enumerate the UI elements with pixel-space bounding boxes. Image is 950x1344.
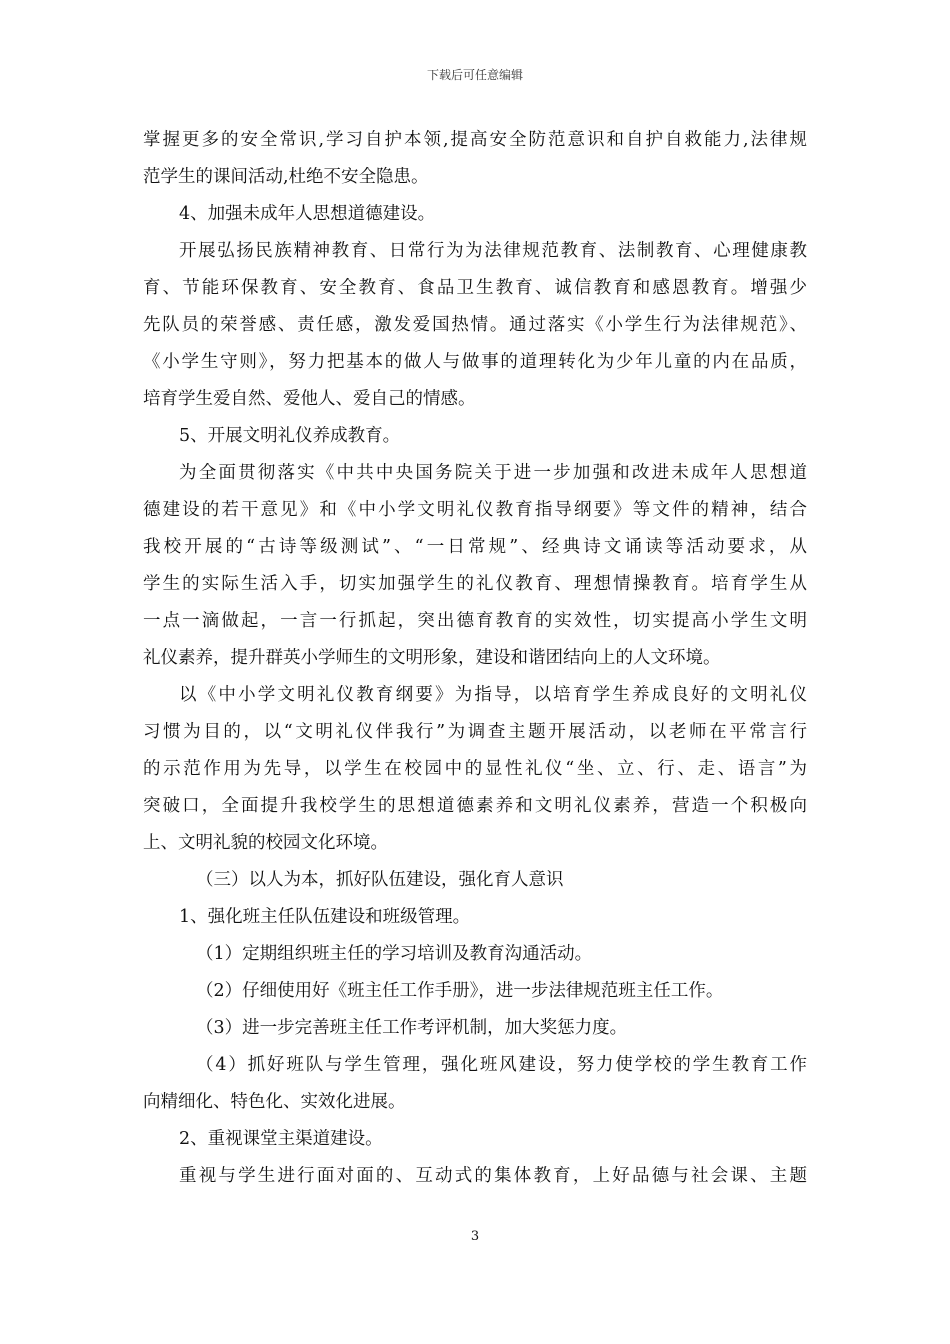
paragraph-line: 先队员的荣誉感、责任感，激发爱国热情。通过落实《小学生行为法律规范》、 [143,315,807,335]
section-heading: 2、重视课堂主渠道建设。 [179,1129,383,1149]
paragraph-line: 范学生的课间活动,杜绝不安全隐患。 [143,167,429,187]
paragraph-line: 一点一滴做起，一言一行抓起，突出德育教育的实效性，切实提高小学生文明 [143,611,807,631]
paragraph-line: 德建设的若干意见》和《中小学文明礼仪教育指导纲要》等文件的精神，结合 [143,500,807,520]
paragraph-line: 为全面贯彻落实《中共中央国务院关于进一步加强和改进未成年人思想道 [179,463,807,483]
paragraph-line: 掌握更多的安全常识,学习自护本领,提高安全防范意识和自护自救能力,法律规 [143,130,807,150]
page-header: 下载后可任意编辑 [426,68,523,82]
paragraph-line: 礼仪素养，提升群英小学师生的文明形象，建设和谐团结向上的人文环境。 [143,648,721,668]
paragraph-line: 《小学生守则》，努力把基本的做人与做事的道理转化为少年儿童的内在品质， [143,352,807,372]
paragraph-line: 我校开展的“古诗等级测试”、“一日常规”、经典诗文诵读等活动要求，从 [143,537,807,557]
paragraph-line: 育、节能环保教育、安全教育、食品卫生教育、诚信教育和感恩教育。增强少 [143,278,807,298]
list-item: （3）进一步完善班主任工作考评机制，加大奖惩力度。 [196,1018,628,1038]
page-number: 3 [470,1229,480,1244]
section-heading: （三）以人为本，抓好队伍建设，强化育人意识 [196,870,564,890]
list-item: （2）仔细使用好《班主任工作手册》，进一步法律规范班主任工作。 [196,981,724,1001]
paragraph-line: 以《中小学文明礼仪教育纲要》为指导，以培育学生养成良好的文明礼仪 [179,685,807,705]
paragraph-line: 习惯为目的，以“文明礼仪伴我行”为调查主题开展活动，以老师在平常言行 [143,722,807,742]
document-body [143,122,807,1195]
paragraph-line: 学生的实际生活入手，切实加强学生的礼仪教育、理想情操教育。培育学生从 [143,574,807,594]
paragraph-line: 的示范作用为先导，以学生在校园中的显性礼仪“坐、立、行、走、语言”为 [143,759,807,779]
paragraph-line: 培育学生爱自然、爱他人、爱自己的情感。 [143,389,476,409]
list-item: （4）抓好班队与学生管理，强化班风建设，努力使学校的学生教育工作 [196,1055,807,1075]
section-heading: 5、开展文明礼仪养成教育。 [179,426,401,446]
paragraph-line: 开展弘扬民族精神教育、日常行为为法律规范教育、法制教育、心理健康教 [179,241,807,261]
section-heading: 1、强化班主任队伍建设和班级管理。 [179,907,471,927]
section-heading: 4、加强未成年人思想道德建设。 [179,204,436,224]
paragraph-line: 上、文明礼貌的校园文化环境。 [143,833,388,853]
paragraph-line: 突破口，全面提升我校学生的思想道德素养和文明礼仪素养，营造一个积极向 [143,796,807,816]
list-item: （1）定期组织班主任的学习培训及教育沟通活动。 [196,944,593,964]
paragraph-line: 重视与学生进行面对面的、互动式的集体教育，上好品德与社会课、主题 [179,1166,807,1186]
paragraph-line: 向精细化、特色化、实效化进展。 [143,1092,406,1112]
